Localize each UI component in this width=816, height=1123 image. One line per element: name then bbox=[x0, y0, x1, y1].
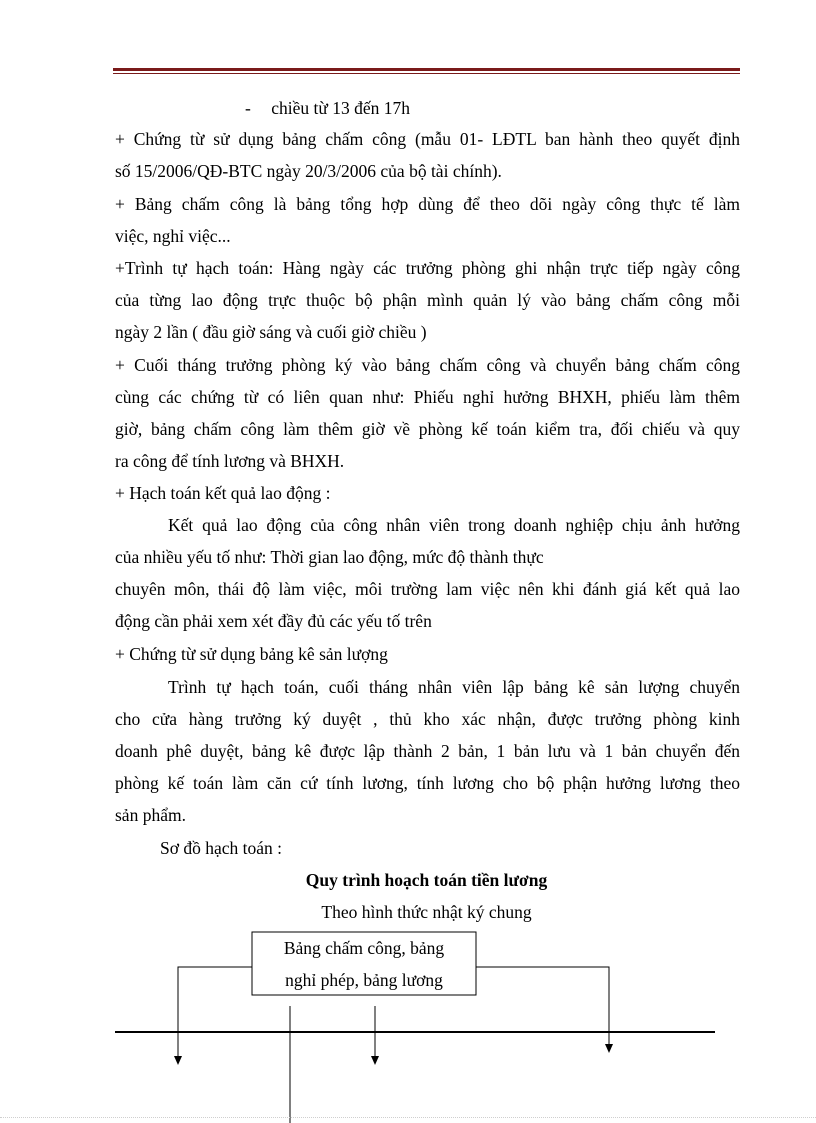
text-line-3: số 15/2006/QĐ-BTC ngày 20/3/2006 của bộ tài chính). bbox=[115, 161, 502, 181]
text-line-11: giờ, bảng chấm công làm thêm giờ về phòng kế toán kiểm tra, đối chiếu và quy bbox=[115, 419, 740, 439]
page-bottom-edge bbox=[0, 1117, 816, 1118]
connector-left bbox=[178, 967, 252, 1058]
text-line-13: + Hạch toán kết quả lao động : bbox=[115, 483, 331, 503]
text-line-12: ra công để tính lương và BHXH. bbox=[115, 451, 345, 471]
text-line-8: ngày 2 lần ( đầu giờ sáng và cuối giờ chiều ) bbox=[115, 322, 427, 342]
text-line-23: sản phẩm. bbox=[115, 805, 186, 825]
connector-right bbox=[476, 967, 609, 1046]
arrow-left-icon bbox=[174, 1056, 182, 1065]
diagram-title: Quy trình hoạch toán tiền lương bbox=[305, 870, 548, 890]
text-line-15: của nhiều yếu tố như: Thời gian lao động, mức độ thành thực bbox=[115, 547, 544, 567]
box-line-1: Bảng chấm công, bảng bbox=[283, 938, 445, 958]
box-line-2: nghỉ phép, bảng lương bbox=[285, 970, 443, 990]
text-line-18: + Chứng từ sử dụng bảng kê sản lượng bbox=[115, 644, 388, 664]
text-line-22: phòng kế toán làm căn cứ tính lương, tính lương cho bộ phận hưởng lương theo bbox=[115, 773, 740, 793]
text-line-14: Kết quả lao động của công nhân viên trong doanh nghiệp chịu ảnh hưởng bbox=[168, 515, 740, 535]
text-line-16: chuyên môn, thái độ làm việc, môi trường lam việc nên khi đánh giá kết quả lao bbox=[115, 579, 740, 599]
arrow-middle-icon bbox=[371, 1056, 379, 1065]
bullet-dash: - bbox=[245, 98, 251, 118]
diagram-subtitle: Theo hình thức nhật ký chung bbox=[321, 902, 532, 922]
text-line-17: động cần phải xem xét đầy đủ các yếu tố trên bbox=[115, 611, 432, 631]
arrow-right-icon bbox=[605, 1044, 613, 1053]
text-line-9: + Cuối tháng trưởng phòng ký vào bảng chấm công và chuyển bảng chấm công bbox=[115, 355, 740, 375]
text-line-20: cho cửa hàng trưởng ký duyệt , thủ kho xác nhận, được trưởng phòng kinh bbox=[115, 709, 740, 729]
text-line-1: chiều từ 13 đến 17h bbox=[271, 98, 410, 118]
text-line-7: của từng lao động trực thuộc bộ phận mình quản lý vào bảng chấm công mỗi bbox=[115, 290, 740, 310]
text-line-5: việc, nghỉ việc... bbox=[115, 226, 231, 246]
text-line-6: +Trình tự hạch toán: Hàng ngày các trưởng phòng ghi nhận trực tiếp ngày công bbox=[115, 258, 740, 278]
text-line-10: cùng các chứng từ có liên quan như: Phiếu nghỉ hưởng BHXH, phiếu làm thêm bbox=[115, 387, 740, 407]
text-line-2: + Chứng từ sử dụng bảng chấm công (mẫu 01- LĐTL ban hành theo quyết định bbox=[115, 129, 740, 149]
text-line-24: Sơ đồ hạch toán : bbox=[160, 838, 283, 858]
text-line-19: Trình tự hạch toán, cuối tháng nhân viên lập bảng kê sản lượng chuyển bbox=[168, 677, 740, 697]
text-line-21: doanh phê duyệt, bảng kê được lập thành 2 bản, 1 bản lưu và 1 bản chuyển đến bbox=[115, 741, 740, 761]
text-line-4: + Bảng chấm công là bảng tổng hợp dùng để theo dõi ngày công thực tế làm bbox=[115, 194, 740, 214]
